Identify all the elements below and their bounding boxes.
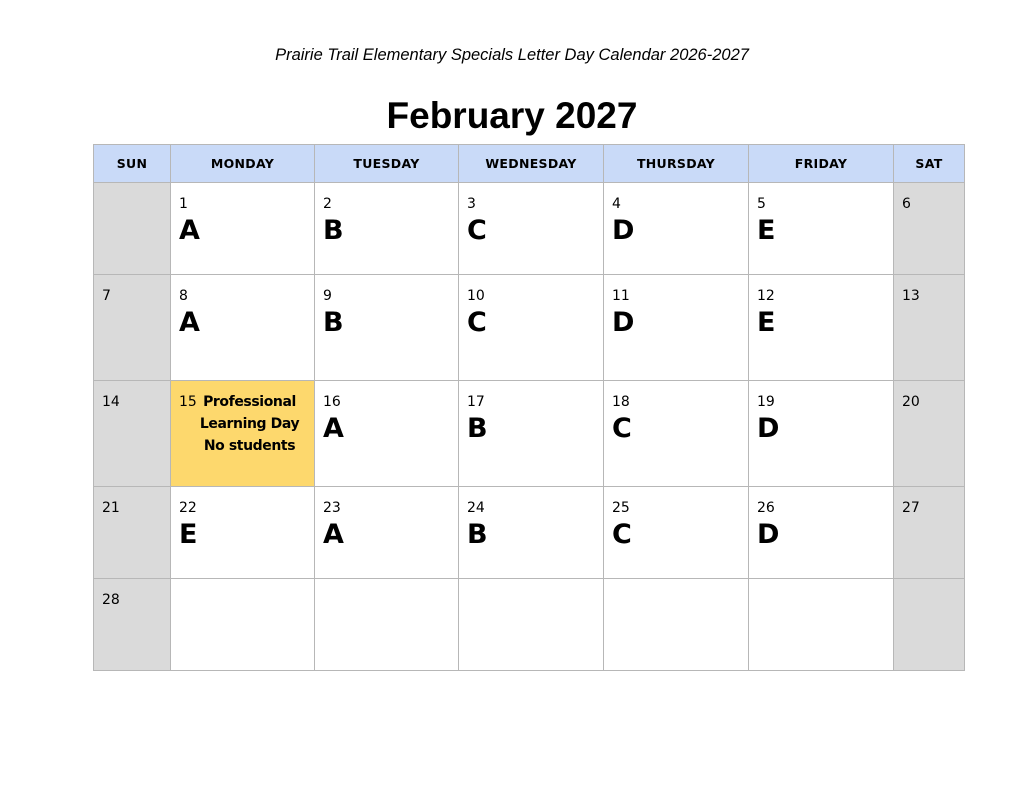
letter-day: D xyxy=(612,215,635,246)
day-cell xyxy=(604,275,749,381)
note-line: No students xyxy=(203,438,296,454)
letter-day: C xyxy=(612,519,632,550)
professional-learning-day-note xyxy=(200,391,299,457)
day-cell xyxy=(94,579,171,671)
day-number: 14 xyxy=(102,394,120,410)
day-number: 19 xyxy=(757,394,775,410)
letter-day: E xyxy=(757,215,776,246)
letter-day: C xyxy=(467,215,487,246)
letter-day: C xyxy=(612,413,632,444)
day-cell xyxy=(604,487,749,579)
day-cell xyxy=(894,381,965,487)
week-row-3 xyxy=(94,381,965,487)
weekday-header-wednesday: WEDNESDAY xyxy=(459,145,604,183)
day-cell xyxy=(459,275,604,381)
day-cell xyxy=(171,275,315,381)
note-line: Professional xyxy=(203,394,296,410)
weekday-header-tuesday: TUESDAY xyxy=(315,145,459,183)
empty-day-cell xyxy=(171,579,315,671)
letter-day: B xyxy=(323,307,344,338)
calendar-grid xyxy=(93,144,965,671)
empty-day-cell xyxy=(749,579,894,671)
letter-day: D xyxy=(612,307,635,338)
professional-learning-day-cell xyxy=(171,381,315,487)
day-number: 15 xyxy=(179,394,197,410)
empty-day-cell xyxy=(315,579,459,671)
week-row-1 xyxy=(94,183,965,275)
day-number: 13 xyxy=(902,288,920,304)
day-number: 3 xyxy=(467,196,476,212)
day-number: 25 xyxy=(612,500,630,516)
day-number: 6 xyxy=(902,196,911,212)
day-number: 5 xyxy=(757,196,766,212)
day-number: 10 xyxy=(467,288,485,304)
day-cell xyxy=(894,275,965,381)
day-cell xyxy=(315,275,459,381)
day-cell xyxy=(604,381,749,487)
day-cell xyxy=(171,183,315,275)
day-number: 23 xyxy=(323,500,341,516)
day-cell xyxy=(749,487,894,579)
day-number: 24 xyxy=(467,500,485,516)
empty-day-cell xyxy=(459,579,604,671)
letter-day: B xyxy=(467,413,488,444)
day-number: 11 xyxy=(612,288,630,304)
day-number: 22 xyxy=(179,500,197,516)
empty-day-cell xyxy=(604,579,749,671)
day-cell xyxy=(315,381,459,487)
day-number: 26 xyxy=(757,500,775,516)
day-cell xyxy=(459,487,604,579)
letter-day: B xyxy=(323,215,344,246)
week-row-2 xyxy=(94,275,965,381)
day-number: 7 xyxy=(102,288,111,304)
month-title: February 2027 xyxy=(386,95,638,136)
day-number: 8 xyxy=(179,288,188,304)
day-number: 12 xyxy=(757,288,775,304)
calendar-subtitle: Prairie Trail Elementary Specials Letter Day Calendar 2026-2027 xyxy=(275,46,749,64)
day-cell xyxy=(459,381,604,487)
day-number: 20 xyxy=(902,394,920,410)
day-cell xyxy=(94,275,171,381)
day-cell xyxy=(94,381,171,487)
letter-day: B xyxy=(467,519,488,550)
letter-day: E xyxy=(757,307,776,338)
day-number: 17 xyxy=(467,394,485,410)
letter-day: C xyxy=(467,307,487,338)
day-cell xyxy=(749,183,894,275)
day-number: 1 xyxy=(179,196,188,212)
day-number: 28 xyxy=(102,592,120,608)
weekday-header-row xyxy=(94,145,965,183)
letter-day: A xyxy=(323,413,344,444)
day-number: 21 xyxy=(102,500,120,516)
letter-day: D xyxy=(757,413,780,444)
day-number: 4 xyxy=(612,196,621,212)
letter-day: E xyxy=(179,519,198,550)
day-number: 18 xyxy=(612,394,630,410)
letter-day: A xyxy=(179,307,200,338)
day-cell xyxy=(749,275,894,381)
day-cell xyxy=(94,183,171,275)
day-number: 2 xyxy=(323,196,332,212)
week-row-5 xyxy=(94,579,965,671)
letter-day: A xyxy=(179,215,200,246)
day-cell xyxy=(894,183,965,275)
day-cell xyxy=(749,381,894,487)
day-number: 16 xyxy=(323,394,341,410)
day-cell xyxy=(604,183,749,275)
day-cell xyxy=(171,487,315,579)
day-number: 27 xyxy=(902,500,920,516)
empty-day-cell xyxy=(894,579,965,671)
day-cell xyxy=(94,487,171,579)
day-cell xyxy=(315,183,459,275)
weekday-header-thursday: THURSDAY xyxy=(604,145,749,183)
note-line: Learning Day xyxy=(199,416,300,432)
weekday-header-sun: SUN xyxy=(94,145,171,183)
day-cell xyxy=(459,183,604,275)
week-row-4 xyxy=(94,487,965,579)
letter-day: A xyxy=(323,519,344,550)
letter-day: D xyxy=(757,519,780,550)
day-cell xyxy=(894,487,965,579)
day-number: 9 xyxy=(323,288,332,304)
weekday-header-sat: SAT xyxy=(894,145,965,183)
weekday-header-friday: FRIDAY xyxy=(749,145,894,183)
weekday-header-monday: MONDAY xyxy=(171,145,315,183)
day-cell xyxy=(315,487,459,579)
